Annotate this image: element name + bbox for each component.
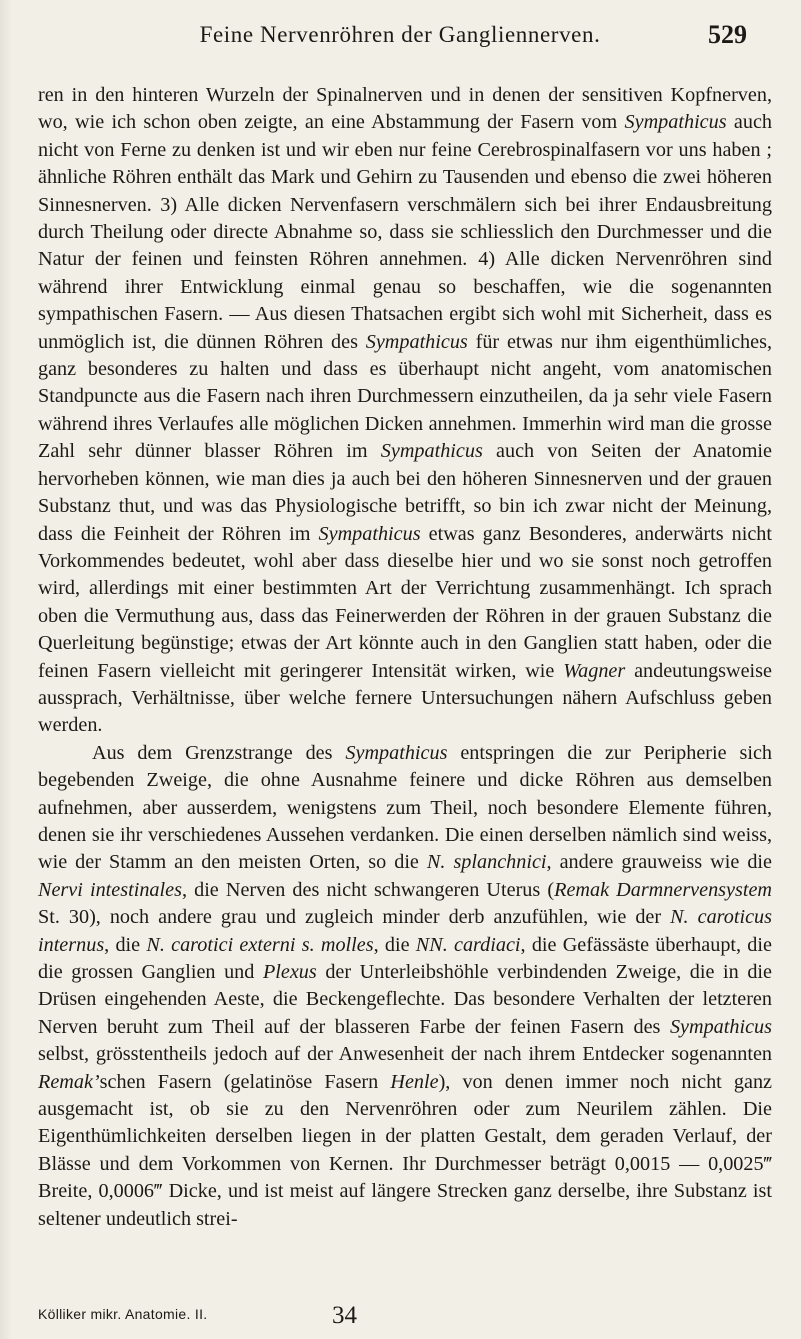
text-run: auch nicht von Ferne zu denken ist und wir eben nur feine Cerebrospinalfasern vor uns haben ; ähnliche Röhren enthält das Mark und Gehirn zu Tausenden und ebenso die zwei höheren Sinnesnerven. 3) Alle dicken Nervenfasern verschmälern sich bei ihrer Endausbreitung durch Theilung oder directe Abnahme so, dass sie schliesslich den Durchmesser und die Natur der feinen und feinsten Röhren annehmen. 4) Alle dicken Nervenröhren sind während ihrer Entwicklung einmal genau so beschaffen, wie die sogenannten sympathischen Fasern. — Aus diesen Thatsachen ergibt sich wohl mit Sicherheit, dass es unmöglich ist, die dünnen Röhren des xyxy=(38,111,773,353)
italic-term: Sympathicus xyxy=(624,111,727,134)
text-run: andeutungsweise aussprach, Verhältnisse, über welche fernere Untersuchungen nähern Aufschluss geben werden. xyxy=(38,659,772,737)
text-run: entspringen die zur Peripherie sich begebenden Zweige, die ohne Ausnahme feinere und dicke Röhren aus demselben aufnehmen, aber ausserdem, wenigstens zum Theil, noch besondere Elemente führen, denen sie ihr verschiedenes Aussehen verdanken. Die einen derselben nämlich sind weiss, wie der Stamm an den meisten Orten, so die xyxy=(38,741,773,874)
text-run: etwas ganz Besonderes, anderwärts nicht Vorkommendes bedeutet, wohl aber dass dieselbe hier und wo sie sonst noch getroffen wird, allerdings mit einer bestimmten Art der Verrichtung zusammenhängt. Ich sprach oben die Vermuthung aus, dass das Feinerwerden der Röhren in der grauen Substanz die Querleitung begünstige; etwas der Art könnte auch in den Ganglien statt haben, oder die feinen Fasern vielleicht mit geringerer Intensität wirken, wie xyxy=(38,522,772,682)
text-run: St. 30), noch andere grau und zugleich minder derb anzufühlen, wie der xyxy=(38,906,671,929)
italic-term: Sympathicus xyxy=(380,440,483,463)
body-text xyxy=(38,82,772,1233)
running-title: Feine Nervenröhren der Gangliennerven. xyxy=(199,22,601,47)
paragraph xyxy=(38,740,772,1233)
italic-term: Remak Darmnervensystem xyxy=(554,878,773,901)
text-run: schen Fasern (gelatinöse Fasern xyxy=(99,1070,391,1093)
italic-term: Remak’ xyxy=(38,1070,100,1093)
italic-term: NN. cardiaci xyxy=(415,933,521,956)
text-run: selbst, grösstentheils jedoch auf der Anwesenheit der nach ihrem Entdecker sogenannten xyxy=(38,1043,772,1066)
page-edge-shadow xyxy=(0,0,12,1339)
text-run: ren in den hinteren Wurzeln der Spinalnerven und in denen der sensitiven Kopfnerven, wo, wie ich schon oben zeigte, an eine Abstammung der Fasern vom xyxy=(38,84,772,134)
text-run: Aus dem Grenzstrange des xyxy=(92,741,346,764)
page-number: 529 xyxy=(708,20,747,49)
footer-source: Kölliker mikr. Anatomie. II. xyxy=(38,1306,208,1322)
paragraph xyxy=(38,82,772,740)
text-run: , andere grauweiss wie die xyxy=(546,851,772,874)
italic-term: N. carotici externi s. molles xyxy=(146,933,374,956)
signature-mark: 34 xyxy=(332,1302,357,1329)
italic-term: Sympathicus xyxy=(345,741,448,764)
italic-term: Henle xyxy=(390,1070,439,1093)
text-run: für etwas nur ihm eigenthümliches, ganz besonderes zu halten und dass es überhaupt nicht angeht, vom anatomischen Standpuncte aus die Fasern nach ihren Durchmessern einzutheilen, da ja sehr viele Fasern während ihres Verlaufes alle möglichen Dicken annehmen. Immerhin wird man die grosse Zahl sehr dünner blasser Röhren im xyxy=(38,330,772,463)
italic-term: Sympathicus xyxy=(318,522,421,545)
page-footer xyxy=(38,1304,772,1332)
text-run: der Unterleibshöhle verbindenden Zweige, die in die Drüsen eingehenden Aeste, die Beckengeflechte. Das besondere Verhalten der letzteren Nerven beruht zum Theil auf der blasseren Farbe der feinen Fasern des xyxy=(38,961,772,1038)
text-run: auch von Seiten der Anatomie hervorheben können, wie man dies ja auch bei den höheren Sinnesnerven und der grauen Substanz thut, und was das Physiologische betrifft, so bin ich zwar nicht der Meinung, dass die Feinheit der Röhren im xyxy=(38,440,772,545)
text-run: , die xyxy=(373,933,416,956)
italic-term: Plexus xyxy=(262,961,317,983)
text-run: , die xyxy=(104,933,147,956)
italic-term: N. splanchnici xyxy=(426,851,547,874)
italic-term: Nervi intestinales xyxy=(38,878,182,901)
italic-term: Sympathicus xyxy=(669,1015,772,1038)
italic-term: Wagner xyxy=(563,659,626,682)
italic-term: Sympathicus xyxy=(365,330,468,353)
text-run: , die Nerven des nicht schwangeren Uterus ( xyxy=(181,878,555,901)
italic-term: N. caroticus internus xyxy=(38,906,772,956)
text-run: , die Gefässäste überhaupt, die die grossen Ganglien und xyxy=(38,933,772,983)
text-run: ), von denen immer noch nicht ganz ausgemacht ist, ob sie zu den Nervenröhren oder zum Neurilem zählen. Die Eigenthümlichkeiten derselben liegen in der platten Gestalt, dem geraden Verlauf, der Blässe und dem Vorkommen von Kernen. Ihr Durchmesser beträgt 0,0015 — 0,0025‴ Breite, 0,0006‴ Dicke, und ist meist auf längere Strecken ganz derselbe, ihre Substanz ist seltener undeutlich strei- xyxy=(38,1070,773,1230)
